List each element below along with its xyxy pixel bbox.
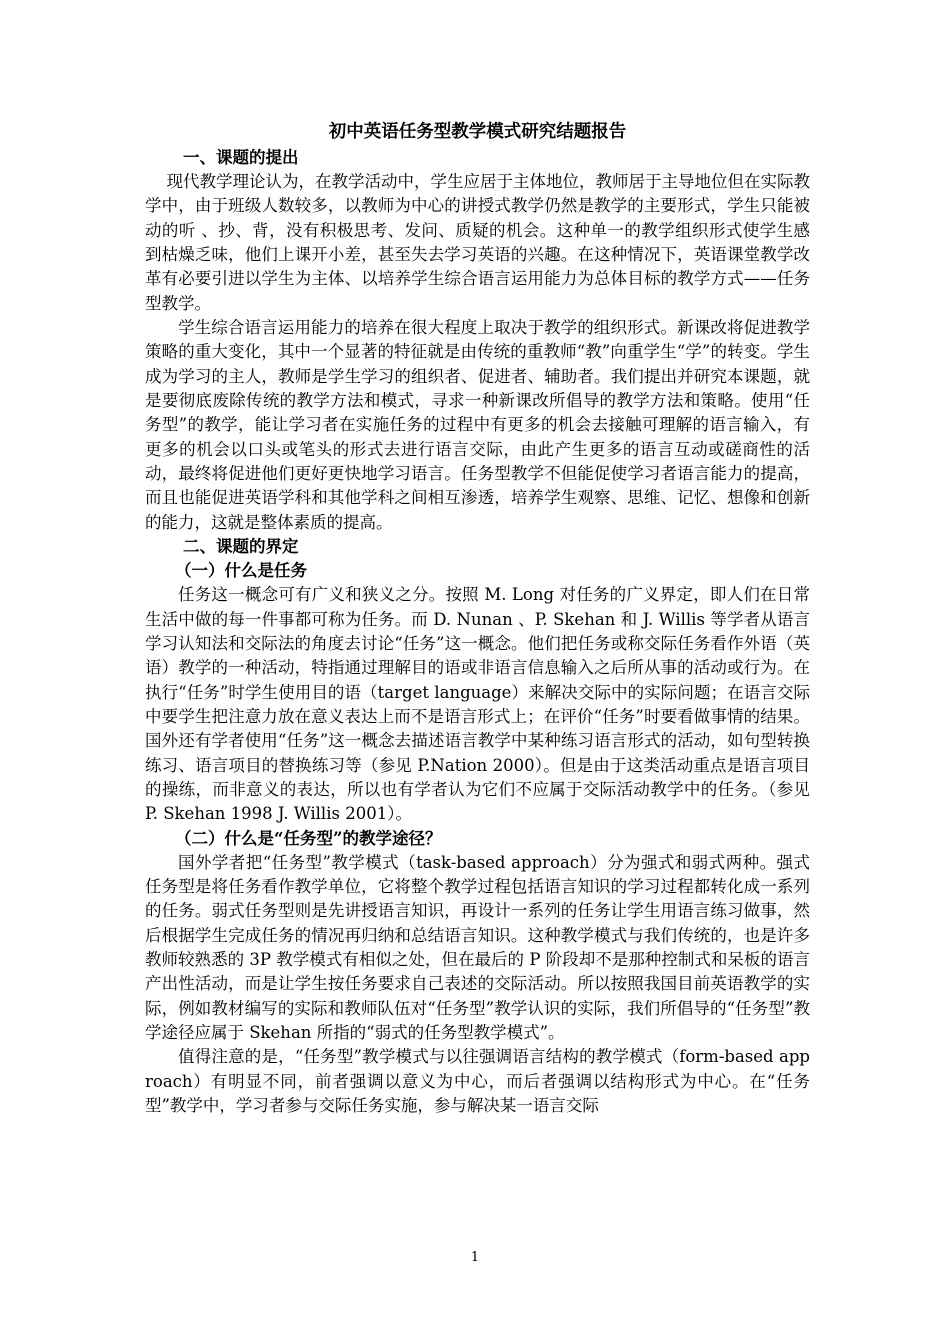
section-heading-1: 一、课题的提出 [183, 148, 299, 167]
subsection-heading-1: （一）什么是任务 [175, 561, 307, 581]
paragraph: 值得注意的是，“任务型”教学模式与以往强调语言结构的教学模式（form-based approach）有明显不同，前者强调以意义为中心，而后者强调以结构形式为中心。在“任务型”教学中，学习者参与交际任务实施，参与解决某一语言交际 [145, 1047, 810, 1116]
paragraph: 国外学者把“任务型”教学模式（task-based approach）分为强式和弱式两种。强式任务型是将任务看作教学单位，它将整个教学过程包括语言知识的学习过程都转化成一系列的任务。弱式任务型则是先讲授语言知识，再设计一系列的任务让学生用语言练习做事，然后根据学生完成任务的情况再归纳和总结语言知识。这种教学模式与我们传统的，也是许多教师较熟悉的 3P 教学模式有相似之处，但在最后的 P 阶段却不是那种控制式和呆板的语言产出性活动，而是让学生按任务要求自己表述的交际活动。所以按照我国目前英语教学的实际，例如教材编写的实际和教师队伍对“任务型”教学认识的实际，我们所倡导的“任务型”教学途径应属于 Skehan 所指的“弱式的任务型教学模式”。 [145, 852, 810, 1042]
paragraph: 任务这一概念可有广义和狭义之分。按照 M. Long 对任务的广义界定，即人们在日常生活中做的每一件事都可称为任务。而 D. Nunan 、P. Skehan 和 J. Willis 等学者从语言学习认知法和交际法的角度去讨论“任务”这一概念。他们把任务或称交际任务看作外语（英语）教学的一种活动，特指通过理解目的语或非语言信息输入之后所从事的活动或行为。在执行“任务”时学生使用目的语（target language）来解决交际中的实际问题；在语言交际中要学生把注意力放在意义表达上而不是语言形式上；在评价“任务”时要看做事情的结果。国外还有学者使用“任务”这一概念去描述语言教学中某种练习语言形式的活动，如句型转换练习、语言项目的替换练习等（参见 P.Nation 2000）。但是由于这类活动重点是语言项目的操练，而非意义的表达，所以也有学者认为它们不应属于交际活动教学中的任务。（参见 P. Skehan 1998 J. Willis 2001）。 [145, 585, 810, 824]
document-page [145, 118, 810, 1118]
document-title: 初中英语任务型教学模式研究结题报告 [328, 122, 627, 142]
section-heading-2: 二、课题的界定 [183, 537, 299, 557]
page-number: 1 [470, 1250, 480, 1265]
paragraph: 现代教学理论认为，在教学活动中，学生应居于主体地位，教师居于主导地位但在实际教学中，由于班级人数较多，以教师为中心的讲授式教学仍然是教学的主要形式，学生只能被动的听 、抄、背，没有积极思考、发问、质疑的机会。这种单一的教学组织形式使学生感到枯燥乏味，他们上课开小差，甚至失去学习英语的兴趣。在这种情况下，英语课堂教学改革有必要引进以学生为主体、以培养学生综合语言运用能力为总体目标的教学方式——任务型教学。 [145, 172, 810, 313]
subsection-heading-2: （二）什么是“任务型”的教学途径？ [175, 828, 442, 848]
paragraph: 学生综合语言运用能力的培养在很大程度上取决于教学的组织形式。新课改将促进教学策略的重大变化，其中一个显著的特征就是由传统的重教师“教”向重学生“学”的转变。学生成为学习的主人，教师是学生学习的组织者、促进者、辅助者。我们提出并研究本课题，就是要彻底废除传统的教学方法和模式，寻求一种新课改所倡导的教学方法和策略。使用“任务型”的教学，能让学习者在实施任务的过程中有更多的机会去接触可理解的语言输入，有更多的机会以口头或笔头的形式去进行语言交际，由此产生更多的语言互动或磋商性的活动，最终将促进他们更好更快地学习语言。任务型教学不但能促使学习者语言能力的提高，而且也能促进英语学科和其他学科之间相互渗透，培养学生观察、思维、记忆、想像和创新的能力，这就是整体素质的提高。 [145, 318, 810, 532]
